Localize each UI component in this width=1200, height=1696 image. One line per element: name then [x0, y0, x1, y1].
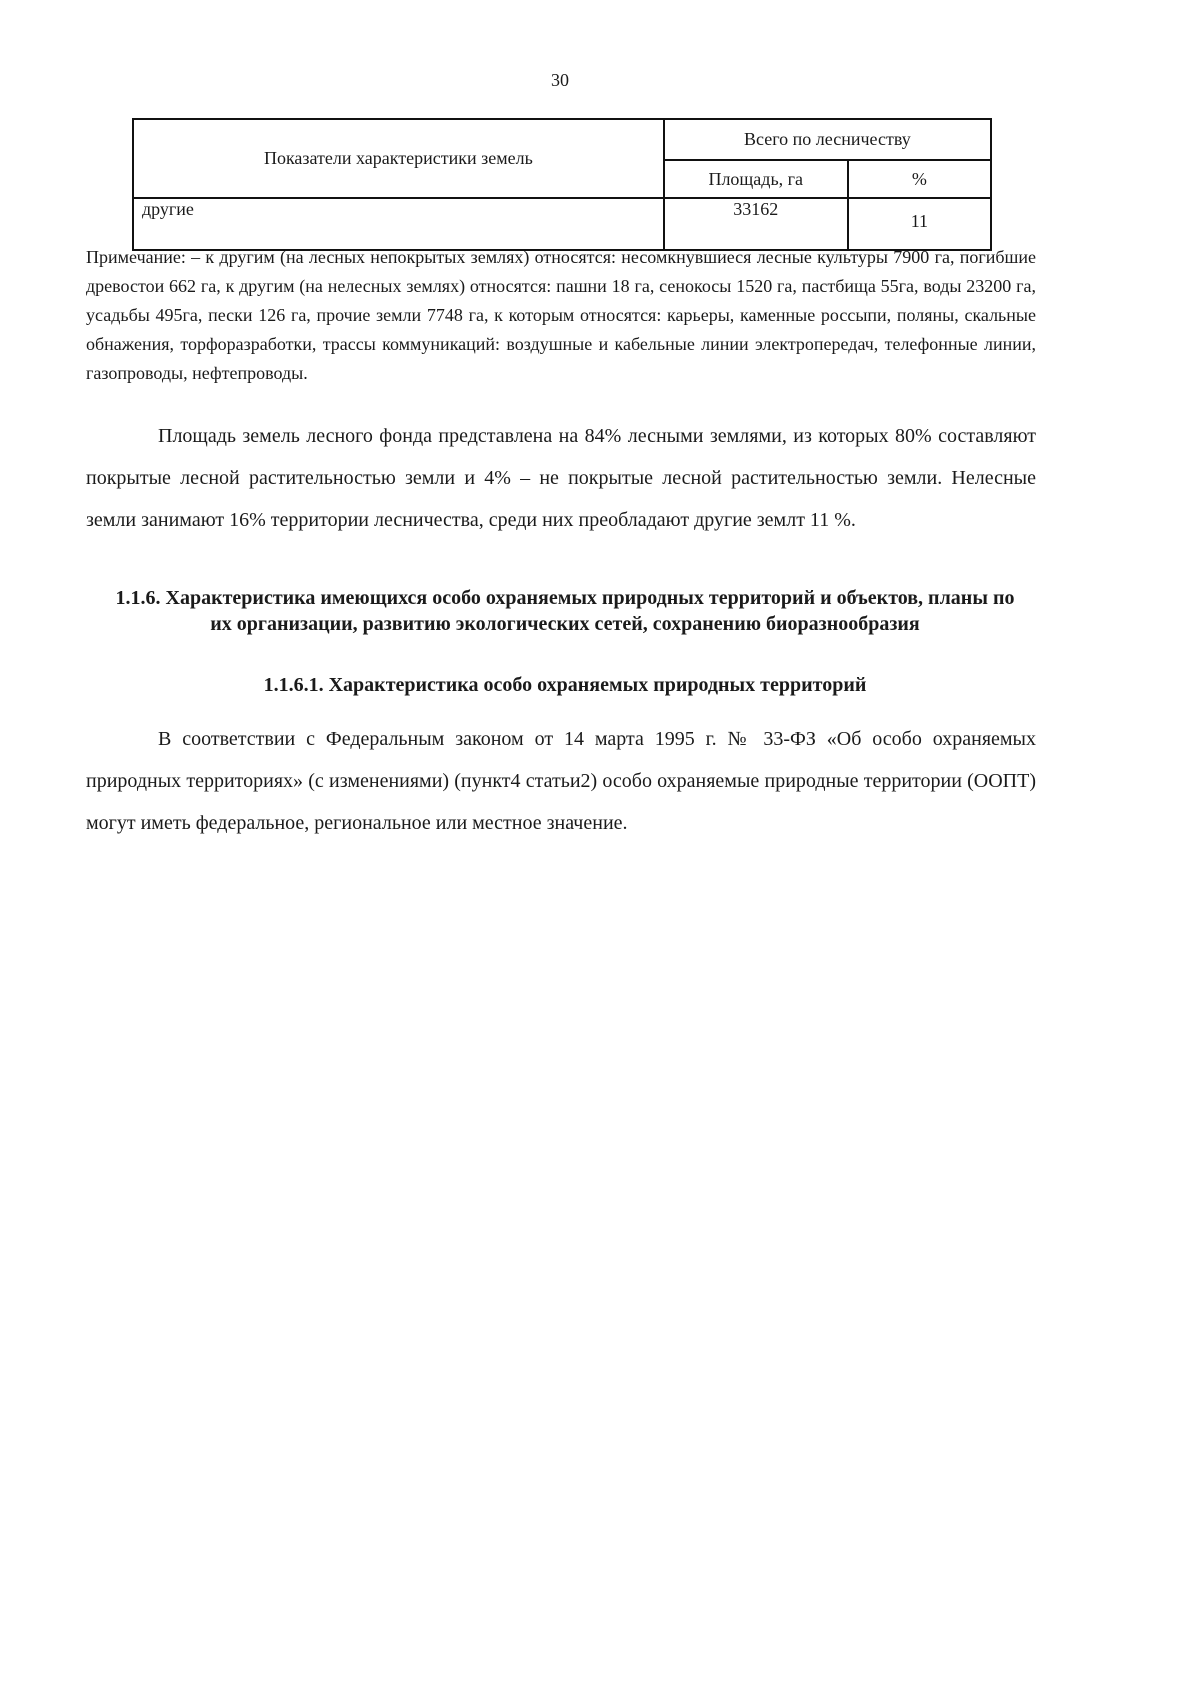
row-percent: 11	[848, 198, 991, 250]
row-area: 33162	[664, 198, 848, 250]
header-indicators: Показатели характеристики земель	[133, 119, 664, 198]
section-heading: 1.1.6. Характеристика имеющихся особо охраняемых природных территорий и объектов, планы по их организации, развитию экологических сетей, сохранению биоразнообразия	[115, 587, 1015, 635]
row-label: другие	[133, 198, 664, 250]
header-area: Площадь, га	[664, 160, 848, 198]
paragraph-forest-area: Площадь земель лесного фонда представлена на 84% лесными землями, из которых 80% составляют покрытые лесной растительностью земли и 4% – не покрытые лесной растительностью земли. Нелесные земли занимают 16% территории лесничества, среди них преобладают другие землт 11 %.	[86, 425, 1036, 531]
table-note: Примечание: – к другим (на лесных непокрытых землях) относятся: несомкнувшиеся лесные культуры 7900 га, погибшие древостои 662 га, к другим (на нелесных землях) относятся: пашни 18 га, сенокосы 1520 га, пастбища 55га, воды 23200 га, усадьбы 495га, пески 126 га, прочие земли 7748 га, к которым относятся: карьеры, каменные россыпи, поляны, скальные обнажения, торфоразработки, трассы коммуникаций: воздушные и кабельные линии электропередач, телефонные линии, газопроводы, нефтепроводы.	[86, 247, 1036, 383]
land-characteristics-table	[132, 118, 992, 251]
header-percent: %	[848, 160, 991, 198]
subsection-heading: 1.1.6.1. Характеристика особо охраняемых природных территорий	[263, 674, 867, 696]
page-number: 30	[551, 70, 569, 90]
paragraph-federal-law: В соответствии с Федеральным законом от 14 марта 1995 г. № 33-ФЗ «Об особо охраняемых природных территориях» (с изменениями) (пункт4 статьи2) особо охраняемые природные территории (ООПТ) могут иметь федеральное, региональное или местное значение.	[86, 728, 1036, 834]
header-forestry-total: Всего по лесничеству	[664, 119, 991, 160]
